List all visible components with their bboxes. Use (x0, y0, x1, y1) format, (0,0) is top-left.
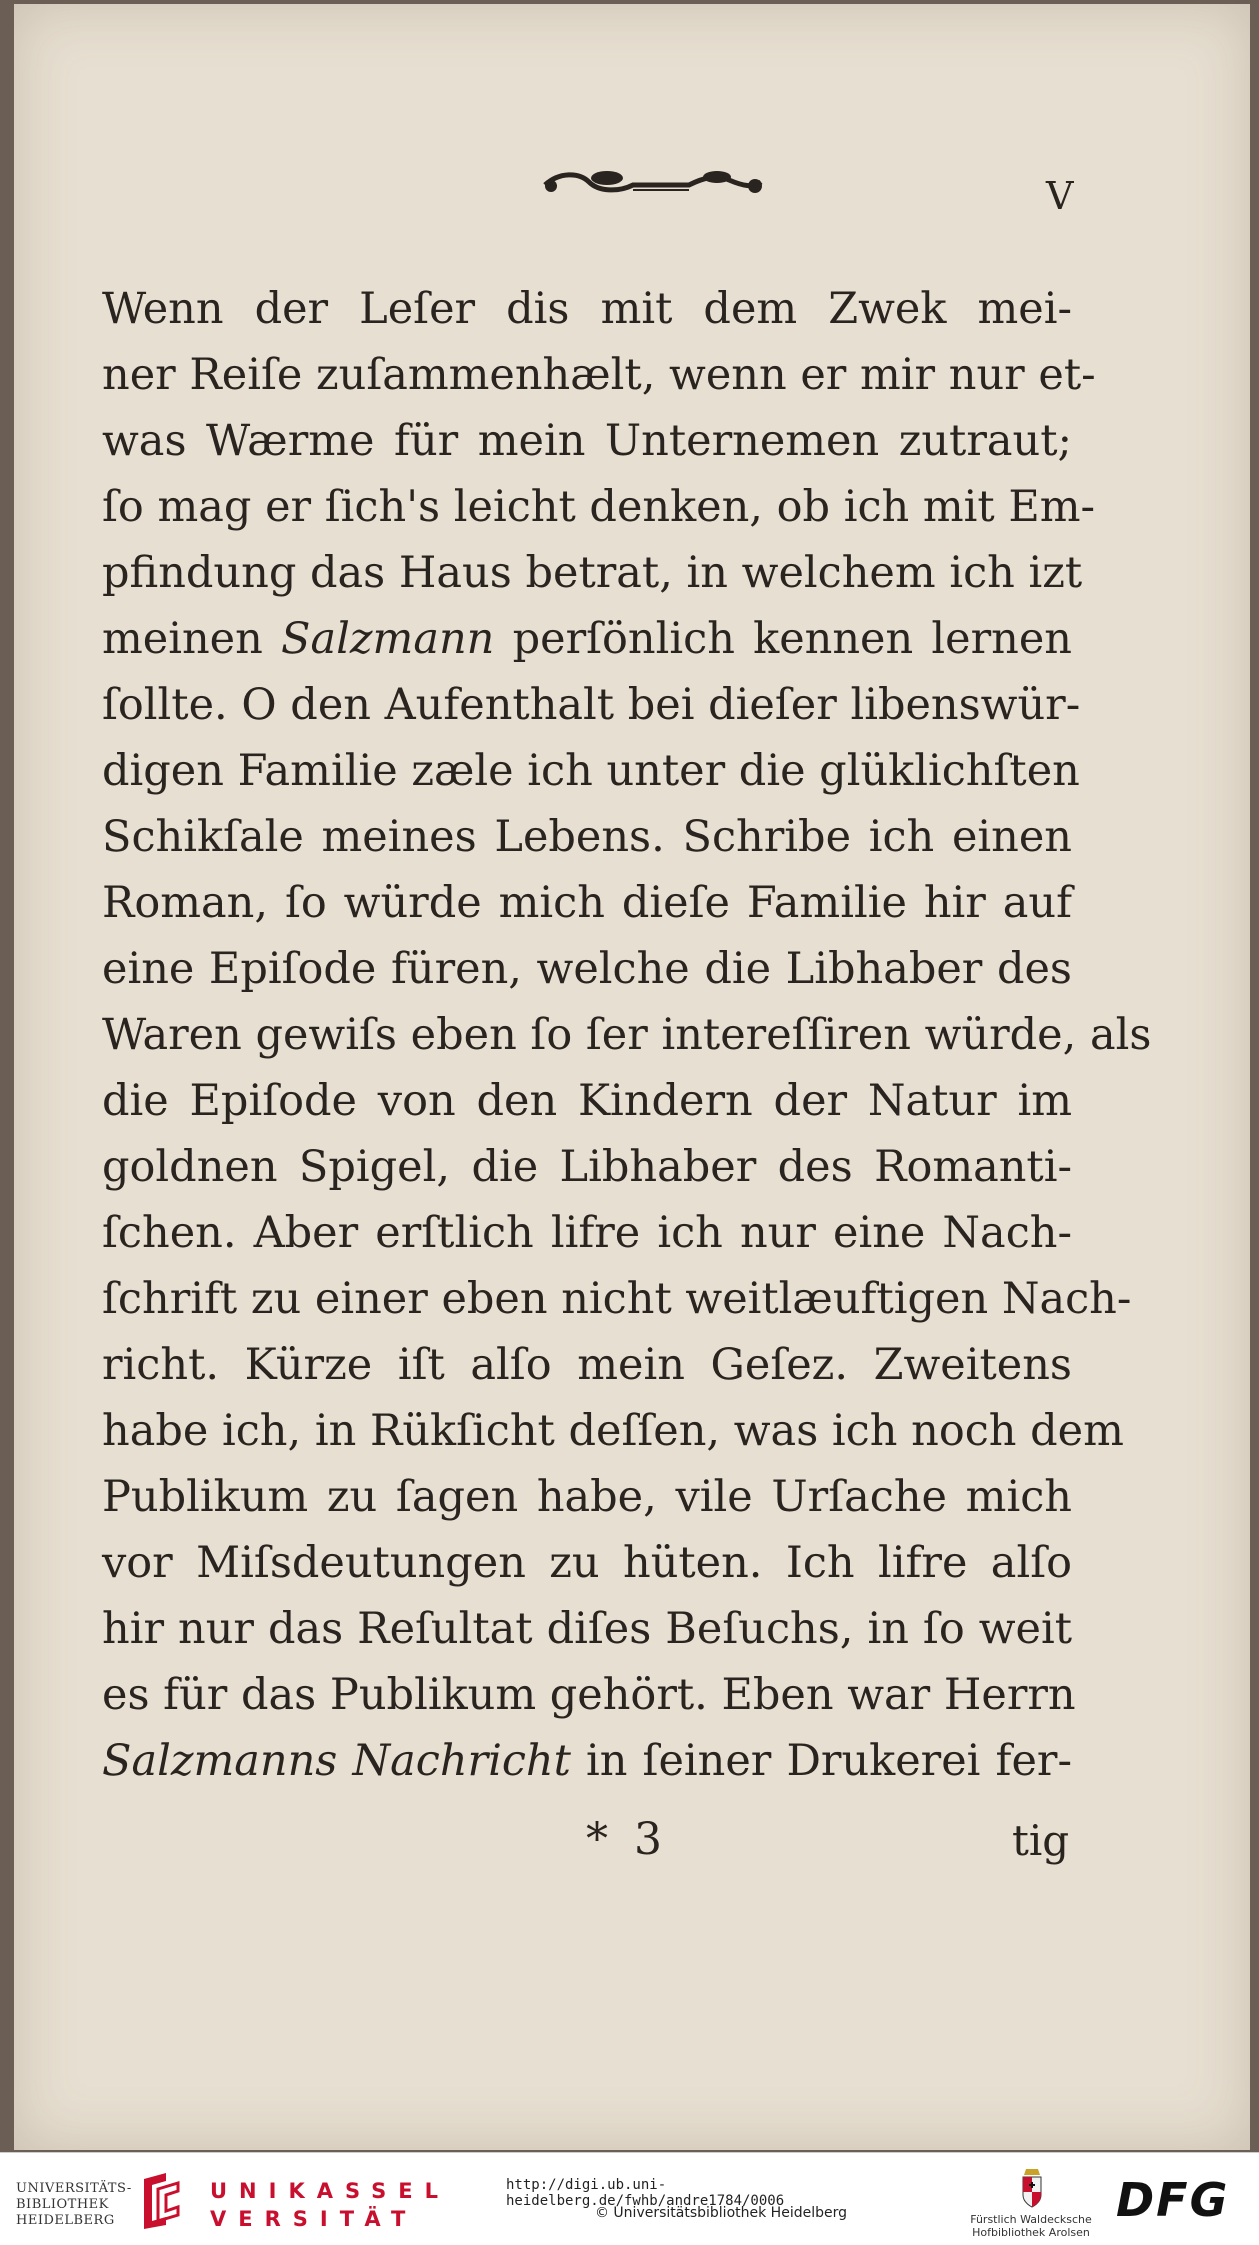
kassel-logo-line: UNIKASSEL (210, 2179, 450, 2203)
text-segment: perſönlich kennen lernen (494, 614, 1072, 664)
library-name-line: BIBLIOTHEK (16, 2197, 109, 2212)
text-line: Schikſale meines Lebens. Schribe ich einen (102, 812, 1072, 862)
heidelberg-library-logo[interactable] (16, 2181, 132, 2229)
text-line: eine Epiſode füren, welche die Libhaber des (102, 944, 1072, 994)
text-line: Wenn der Leſer dis mit dem Zwek mei- (102, 284, 1072, 334)
text-line: ſollte. O den Aufenthalt bei dieſer libenswür- (102, 680, 1081, 730)
signature-mark: * 3 (586, 1814, 668, 1865)
kassel-university-logo[interactable] (210, 2177, 450, 2233)
text-line: die Epiſode von den Kindern der Natur im (102, 1076, 1072, 1126)
text-line: vor Miſsdeutungen zu hüten. Ich lifre alſo (102, 1538, 1072, 1588)
text-line: richt. Kürze iſt alſo mein Geſez. Zweitens (102, 1340, 1072, 1390)
footer-bar (0, 2152, 1259, 2245)
italic-name-salzmann: Salzmann (281, 614, 495, 664)
text-line: ſo mag er ſich's leicht denken, ob ich mit Em- (102, 482, 1096, 532)
text-line-with-name (102, 1728, 1072, 1794)
text-line: ſchen. Aber erſtlich lifre ich nur eine Nach- (102, 1208, 1072, 1258)
italic-title-salzmanns-nachricht: Salzmanns Nachricht (102, 1736, 571, 1786)
decorative-ornament (539, 164, 767, 206)
text-line: ner Reiſe zuſammenhælt, wenn er mir nur et- (102, 350, 1096, 400)
kassel-logo-icon (138, 2171, 182, 2231)
book-page (14, 4, 1250, 2150)
text-line: was Wærme für mein Unternemen zutraut; (102, 416, 1072, 466)
page-url[interactable]: http://digi.ub.uni-heidelberg.de/fwhb/andre1784/0006 (506, 2177, 785, 2209)
page-number-roman: V (1046, 174, 1075, 218)
text-segment: meinen (102, 614, 282, 664)
text-line: Roman, ſo würde mich dieſe Familie hir auf (102, 878, 1072, 928)
text-line: pfindung das Haus betrat, in welchem ich izt (102, 548, 1083, 598)
arolsen-name-line: Fürstlich Waldecksche (970, 2213, 1092, 2226)
arolsen-name-line: Hofbibliothek Arolsen (972, 2226, 1090, 2239)
text-line: habe ich, in Rükſicht deſſen, was ich noch dem (102, 1406, 1124, 1456)
library-name-line: UNIVERSITÄTS- (16, 2181, 132, 2196)
text-line: Publikum zu ſagen habe, vile Urſache mich (102, 1472, 1072, 1522)
text-line: hir nur das Reſultat diſes Beſuchs, in ſo weit (102, 1604, 1072, 1654)
catchword: tig (1012, 1816, 1070, 1865)
text-line: ſchrift zu einer eben nicht weitlæuftigen Nach- (102, 1274, 1132, 1324)
waldeck-crest-icon (1020, 2165, 1044, 2209)
text-line: Waren gewiſs eben ſo ſer intereſſiren würde, als (102, 1010, 1152, 1060)
copyright-notice: © Universitätsbibliothek Heidelberg (594, 2205, 847, 2221)
text-line-with-name (102, 606, 1072, 672)
dfg-logo[interactable]: DFG (1116, 2173, 1230, 2227)
kassel-logo-line: VERSITÄT (210, 2207, 418, 2231)
arolsen-library-logo[interactable] (966, 2213, 1096, 2239)
body-text (102, 276, 1152, 1794)
library-name-line: HEIDELBERG (16, 2213, 115, 2228)
text-line: es für das Publikum gehört. Eben war Herrn (102, 1670, 1076, 1720)
text-segment: in ſeiner Drukerei fer- (570, 1736, 1072, 1786)
text-line: digen Familie zæle ich unter die glüklichſten (102, 746, 1080, 796)
text-line: goldnen Spigel, die Libhaber des Romanti- (102, 1142, 1072, 1192)
